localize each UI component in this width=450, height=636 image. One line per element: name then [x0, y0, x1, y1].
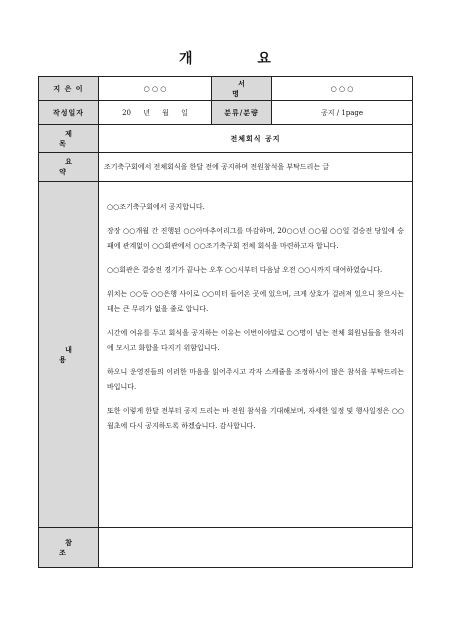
content-body [99, 182, 413, 528]
content-paragraph: 시간에 여유를 두고 회식을 공지하는 이유는 이번이야말로 ○○명이 넘는 전체 회원님들을 한자리에 모시고 화합을 다지기 위함입니다. [107, 329, 404, 352]
subject-value: 전체회식 공지 [99, 125, 413, 153]
reference-value [99, 528, 413, 568]
category-label: 분류/분량 [212, 101, 272, 125]
overview-form-table [38, 76, 413, 568]
date-row [39, 101, 413, 125]
category-value: 공지 / 1page [272, 101, 413, 125]
reference-label [39, 528, 99, 568]
subject-row [39, 125, 413, 153]
summary-value: 조기축구회에서 전체회식을 한달 전에 공지하며 전원참석을 부탁드리는 글 [99, 153, 413, 182]
date-value: 20 년 월 일 [99, 101, 212, 125]
signature-value: ○ ○ ○ [272, 77, 413, 101]
content-paragraph: ○○회관은 결승전 경기가 끝나는 오후 ○○시부터 다음날 오전 ○○시까지 대여하였습니다. [107, 266, 383, 274]
signature-label-text: 서 명 [232, 78, 257, 98]
content-paragraph: 위치는 ○○동 ○○은행 사이로 ○○미터 들어온 곳에 있으며, 크게 상호가 걸려져 있으니 찾으시는 데는 큰 무리가 없을 줄로 압니다. [107, 290, 404, 313]
reference-label-text: 참 조 [59, 537, 84, 557]
summary-label-text: 요 약 [59, 157, 84, 176]
content-label [39, 182, 99, 528]
author-label: 지 은 이 [39, 77, 99, 101]
content-paragraph: 하오니 운영진들의 이러한 마음을 읽어주시고 각자 스케쥴을 조정하시어 많은 참석을 부탁드리는 바입니다. [107, 368, 404, 391]
document-title: 개 요 [179, 51, 301, 67]
signature-label [212, 77, 272, 101]
content-paragraph: 장장 ○○개월 간 진행된 ○○아마추어리그를 마감하며, 20○○년 ○○월 ○○일 결승전 당일에 승패에 관계없이 ○○회관에서 ○○조기축구회 전체 회식을 마련하고자 합니다. [107, 227, 404, 250]
author-value: ○ ○ ○ [99, 77, 212, 101]
content-paragraph: ○○조기축구회에서 공지합니다. [107, 203, 205, 211]
content-row [39, 182, 413, 528]
subject-label [39, 125, 99, 153]
subject-label-text: 제 목 [59, 128, 84, 148]
content-label-text: 내 용 [59, 344, 84, 364]
date-label: 작성일자 [39, 101, 99, 125]
summary-row [39, 153, 413, 182]
author-row [39, 77, 413, 101]
reference-row [39, 528, 413, 568]
summary-label [39, 153, 99, 182]
content-paragraph: 또한 이렇게 한달 전부터 공지 드리는 바 전원 참석을 기대해보며, 자세한 일정 및 행사일정은 ○○월초에 다시 공지하도록 하겠습니다. 감사합니다. [107, 407, 404, 430]
